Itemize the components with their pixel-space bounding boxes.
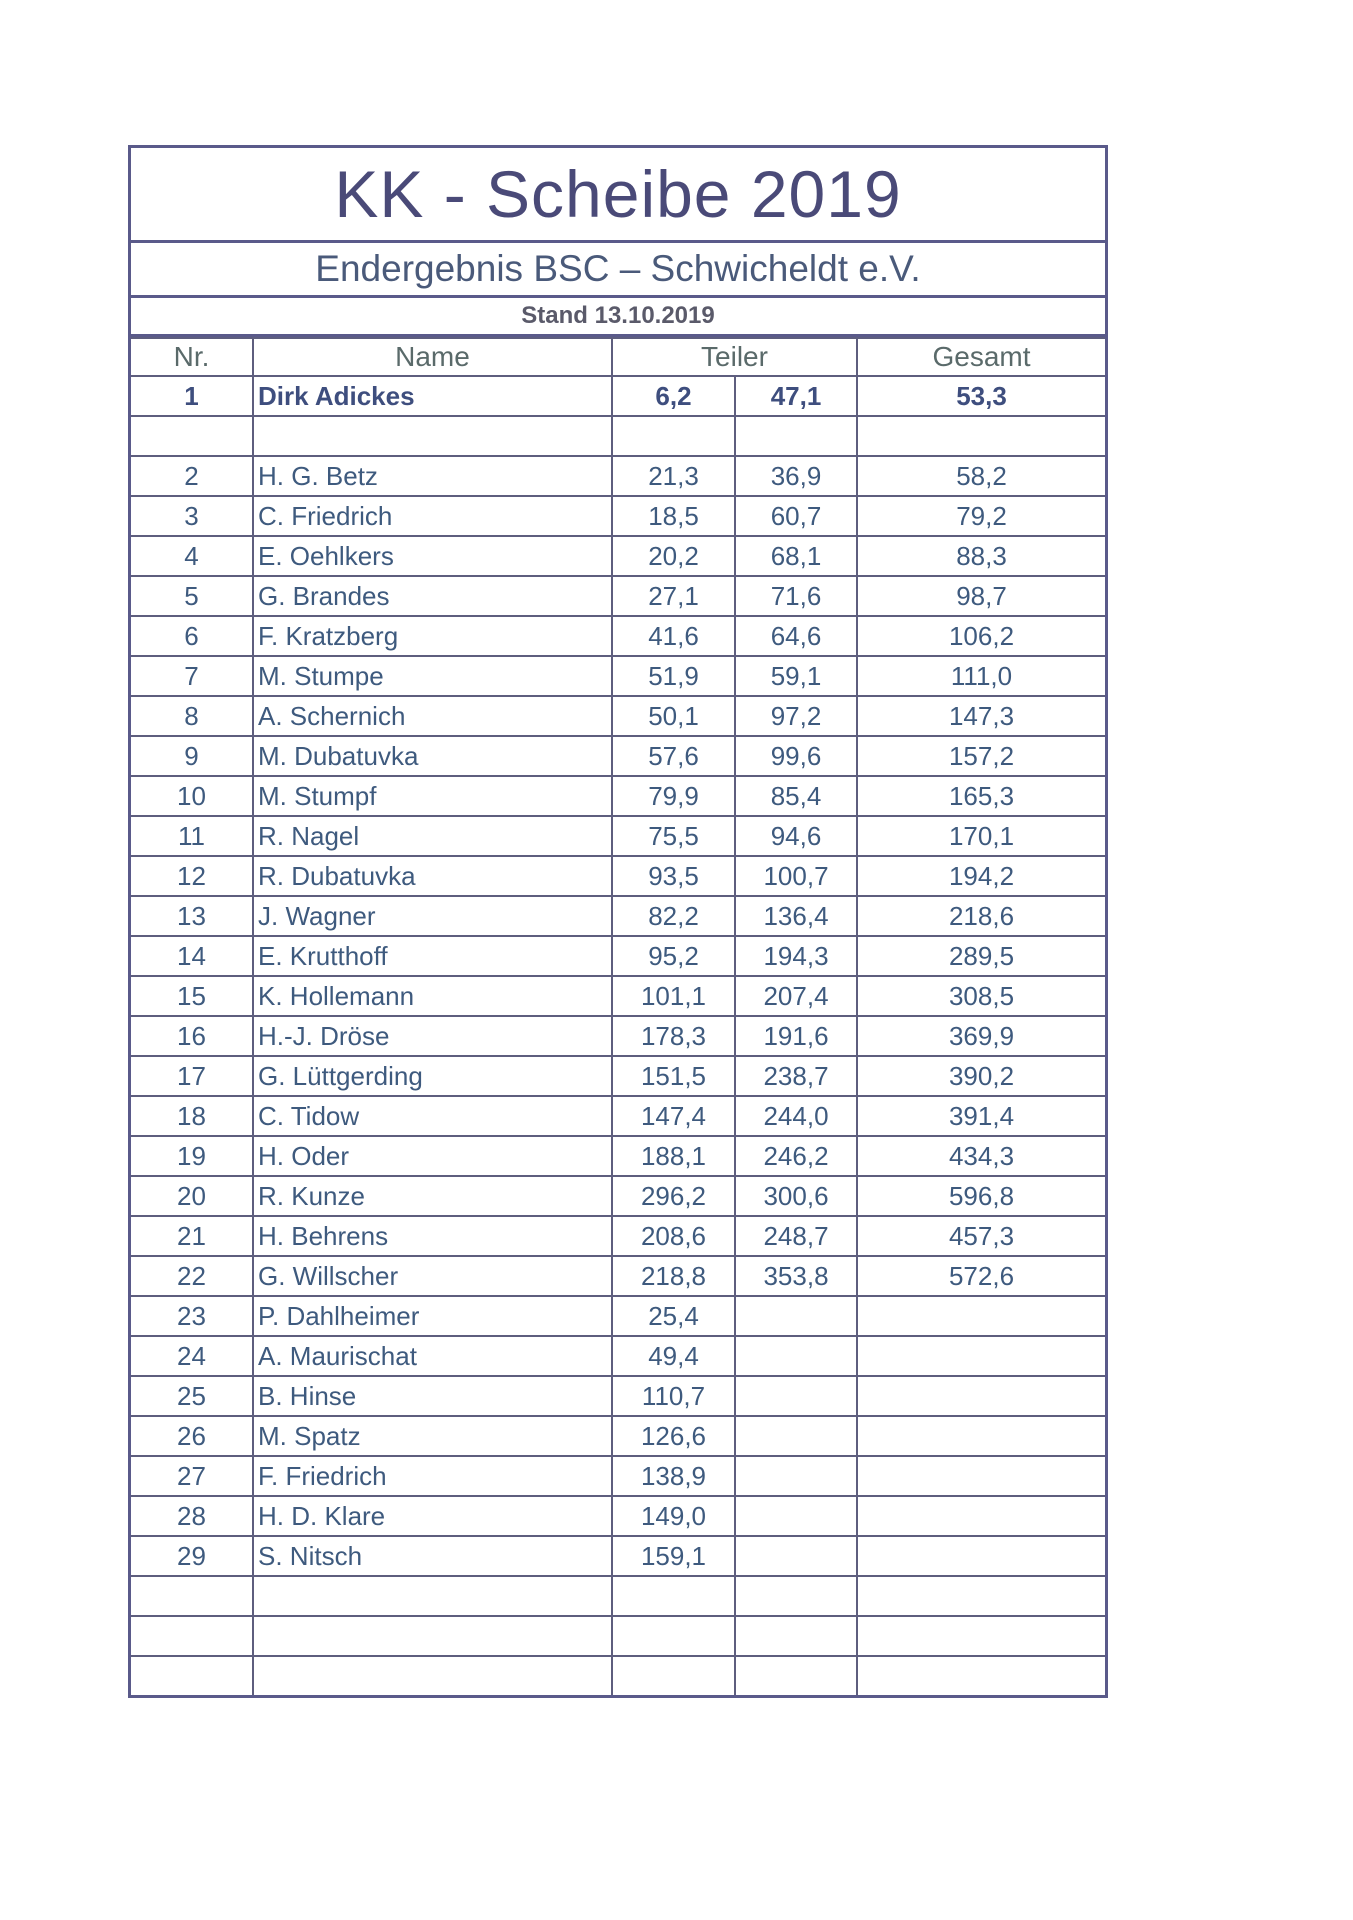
cell-teiler-2	[735, 1656, 857, 1695]
cell-gesamt: 308,5	[857, 976, 1105, 1016]
cell-teiler-2: 191,6	[735, 1016, 857, 1056]
cell-name: B. Hinse	[253, 1376, 612, 1416]
cell-nr: 18	[131, 1096, 253, 1136]
table-row	[131, 936, 1105, 976]
cell-teiler-2: 85,4	[735, 776, 857, 816]
cell-gesamt	[857, 1376, 1105, 1416]
table-row	[131, 1336, 1105, 1376]
cell-teiler-1: 296,2	[612, 1176, 735, 1216]
cell-gesamt: 369,9	[857, 1016, 1105, 1056]
cell-teiler-2	[735, 1296, 857, 1336]
table-row	[131, 1216, 1105, 1256]
table-row	[131, 536, 1105, 576]
cell-name: M. Spatz	[253, 1416, 612, 1456]
cell-teiler-1: 27,1	[612, 576, 735, 616]
cell-teiler-1: 126,6	[612, 1416, 735, 1456]
cell-gesamt: 106,2	[857, 616, 1105, 656]
cell-nr: 8	[131, 696, 253, 736]
table-row	[131, 1176, 1105, 1216]
table-row	[131, 1536, 1105, 1576]
cell-teiler-1: 208,6	[612, 1216, 735, 1256]
cell-nr: 20	[131, 1176, 253, 1216]
results-table	[131, 337, 1105, 1695]
cell-nr: 28	[131, 1496, 253, 1536]
cell-name: H. G. Betz	[253, 456, 612, 496]
cell-teiler-2: 136,4	[735, 896, 857, 936]
cell-gesamt	[857, 1576, 1105, 1616]
cell-nr: 14	[131, 936, 253, 976]
cell-nr: 10	[131, 776, 253, 816]
cell-teiler-1: 95,2	[612, 936, 735, 976]
cell-teiler-2	[735, 1376, 857, 1416]
cell-nr: 4	[131, 536, 253, 576]
cell-teiler-1: 82,2	[612, 896, 735, 936]
cell-name	[253, 1616, 612, 1656]
cell-nr: 26	[131, 1416, 253, 1456]
cell-teiler-2: 47,1	[735, 376, 857, 416]
table-row	[131, 496, 1105, 536]
cell-gesamt	[857, 1416, 1105, 1456]
table-row	[131, 976, 1105, 1016]
cell-gesamt: 147,3	[857, 696, 1105, 736]
cell-teiler-1: 79,9	[612, 776, 735, 816]
cell-teiler-2	[735, 416, 857, 456]
cell-teiler-2	[735, 1576, 857, 1616]
cell-gesamt: 391,4	[857, 1096, 1105, 1136]
cell-name: F. Friedrich	[253, 1456, 612, 1496]
cell-nr: 5	[131, 576, 253, 616]
cell-nr: 3	[131, 496, 253, 536]
cell-name: H. D. Klare	[253, 1496, 612, 1536]
cell-gesamt: 157,2	[857, 736, 1105, 776]
table-row	[131, 816, 1105, 856]
results-table-body	[131, 338, 1105, 1695]
cell-name: H. Behrens	[253, 1216, 612, 1256]
cell-teiler-1: 20,2	[612, 536, 735, 576]
cell-gesamt: 88,3	[857, 536, 1105, 576]
cell-teiler-2: 68,1	[735, 536, 857, 576]
cell-teiler-2: 244,0	[735, 1096, 857, 1136]
cell-nr: 7	[131, 656, 253, 696]
cell-gesamt	[857, 1456, 1105, 1496]
cell-gesamt: 170,1	[857, 816, 1105, 856]
cell-name: M. Stumpe	[253, 656, 612, 696]
cell-name: G. Willscher	[253, 1256, 612, 1296]
table-header-row	[131, 338, 1105, 376]
cell-nr: 11	[131, 816, 253, 856]
cell-name: R. Kunze	[253, 1176, 612, 1216]
cell-gesamt: 289,5	[857, 936, 1105, 976]
cell-nr	[131, 1656, 253, 1695]
cell-teiler-1: 110,7	[612, 1376, 735, 1416]
table-row	[131, 896, 1105, 936]
cell-gesamt: 165,3	[857, 776, 1105, 816]
cell-teiler-1: 41,6	[612, 616, 735, 656]
cell-gesamt: 434,3	[857, 1136, 1105, 1176]
cell-nr: 27	[131, 1456, 253, 1496]
cell-teiler-2	[735, 1456, 857, 1496]
table-row	[131, 1376, 1105, 1416]
cell-gesamt	[857, 1296, 1105, 1336]
cell-nr: 2	[131, 456, 253, 496]
table-row	[131, 696, 1105, 736]
cell-nr: 19	[131, 1136, 253, 1176]
cell-teiler-2	[735, 1496, 857, 1536]
cell-teiler-1: 218,8	[612, 1256, 735, 1296]
table-row	[131, 1616, 1105, 1656]
cell-teiler-2: 194,3	[735, 936, 857, 976]
cell-nr: 29	[131, 1536, 253, 1576]
cell-nr: 15	[131, 976, 253, 1016]
cell-teiler-2: 71,6	[735, 576, 857, 616]
header-gesamt: Gesamt	[857, 338, 1105, 376]
cell-teiler-1: 101,1	[612, 976, 735, 1016]
cell-teiler-1: 149,0	[612, 1496, 735, 1536]
cell-teiler-2: 353,8	[735, 1256, 857, 1296]
cell-name: P. Dahlheimer	[253, 1296, 612, 1336]
cell-gesamt: 111,0	[857, 656, 1105, 696]
cell-name: M. Stumpf	[253, 776, 612, 816]
cell-name: H.-J. Dröse	[253, 1016, 612, 1056]
table-row	[131, 416, 1105, 456]
cell-gesamt: 79,2	[857, 496, 1105, 536]
cell-nr: 23	[131, 1296, 253, 1336]
table-row	[131, 656, 1105, 696]
cell-teiler-2: 60,7	[735, 496, 857, 536]
cell-gesamt	[857, 1536, 1105, 1576]
cell-name: R. Dubatuvka	[253, 856, 612, 896]
cell-nr	[131, 1576, 253, 1616]
cell-nr: 24	[131, 1336, 253, 1376]
cell-gesamt: 572,6	[857, 1256, 1105, 1296]
header-nr: Nr.	[131, 338, 253, 376]
cell-teiler-2: 59,1	[735, 656, 857, 696]
cell-teiler-2: 94,6	[735, 816, 857, 856]
date-stand: Stand 13.10.2019	[131, 298, 1105, 337]
table-row	[131, 616, 1105, 656]
cell-name: G. Lüttgerding	[253, 1056, 612, 1096]
cell-gesamt: 457,3	[857, 1216, 1105, 1256]
cell-teiler-1: 188,1	[612, 1136, 735, 1176]
cell-name: C. Friedrich	[253, 496, 612, 536]
cell-nr: 17	[131, 1056, 253, 1096]
cell-nr: 25	[131, 1376, 253, 1416]
cell-name: R. Nagel	[253, 816, 612, 856]
cell-gesamt: 58,2	[857, 456, 1105, 496]
cell-teiler-1: 75,5	[612, 816, 735, 856]
cell-name: Dirk Adickes	[253, 376, 612, 416]
cell-teiler-2	[735, 1416, 857, 1456]
table-row	[131, 856, 1105, 896]
cell-name: E. Oehlkers	[253, 536, 612, 576]
cell-name: C. Tidow	[253, 1096, 612, 1136]
cell-teiler-1	[612, 1576, 735, 1616]
cell-name: K. Hollemann	[253, 976, 612, 1016]
cell-name: M. Dubatuvka	[253, 736, 612, 776]
cell-teiler-1: 151,5	[612, 1056, 735, 1096]
cell-teiler-2: 207,4	[735, 976, 857, 1016]
cell-teiler-1: 49,4	[612, 1336, 735, 1376]
cell-gesamt: 596,8	[857, 1176, 1105, 1216]
cell-teiler-1	[612, 1616, 735, 1656]
cell-teiler-2	[735, 1536, 857, 1576]
cell-name: E. Krutthoff	[253, 936, 612, 976]
table-row	[131, 1576, 1105, 1616]
cell-teiler-1	[612, 1656, 735, 1695]
cell-teiler-1: 51,9	[612, 656, 735, 696]
cell-gesamt: 390,2	[857, 1056, 1105, 1096]
table-row	[131, 376, 1105, 416]
cell-nr: 16	[131, 1016, 253, 1056]
cell-teiler-2	[735, 1616, 857, 1656]
table-row	[131, 1656, 1105, 1695]
cell-nr: 12	[131, 856, 253, 896]
table-row	[131, 1016, 1105, 1056]
cell-gesamt: 194,2	[857, 856, 1105, 896]
cell-name: A. Schernich	[253, 696, 612, 736]
cell-teiler-1: 178,3	[612, 1016, 735, 1056]
table-row	[131, 736, 1105, 776]
cell-teiler-1: 21,3	[612, 456, 735, 496]
cell-teiler-2: 36,9	[735, 456, 857, 496]
cell-teiler-2: 99,6	[735, 736, 857, 776]
cell-teiler-1: 93,5	[612, 856, 735, 896]
cell-teiler-1: 159,1	[612, 1536, 735, 1576]
cell-gesamt	[857, 1656, 1105, 1695]
cell-teiler-1: 50,1	[612, 696, 735, 736]
cell-gesamt	[857, 1616, 1105, 1656]
cell-name: A. Maurischat	[253, 1336, 612, 1376]
table-row	[131, 576, 1105, 616]
cell-nr: 13	[131, 896, 253, 936]
cell-teiler-1: 57,6	[612, 736, 735, 776]
table-row	[131, 1296, 1105, 1336]
cell-teiler-2: 100,7	[735, 856, 857, 896]
cell-name: F. Kratzberg	[253, 616, 612, 656]
cell-gesamt: 218,6	[857, 896, 1105, 936]
cell-name	[253, 416, 612, 456]
cell-nr: 21	[131, 1216, 253, 1256]
cell-nr	[131, 1616, 253, 1656]
cell-gesamt: 98,7	[857, 576, 1105, 616]
cell-gesamt: 53,3	[857, 376, 1105, 416]
cell-nr: 9	[131, 736, 253, 776]
table-row	[131, 1496, 1105, 1536]
cell-teiler-2: 248,7	[735, 1216, 857, 1256]
page-subtitle: Endergebnis BSC – Schwicheldt e.V.	[131, 243, 1105, 298]
cell-nr	[131, 416, 253, 456]
cell-teiler-1: 147,4	[612, 1096, 735, 1136]
cell-teiler-2: 238,7	[735, 1056, 857, 1096]
cell-name: G. Brandes	[253, 576, 612, 616]
cell-nr: 6	[131, 616, 253, 656]
header-name: Name	[253, 338, 612, 376]
page-title: KK - Scheibe 2019	[131, 148, 1105, 243]
cell-name: S. Nitsch	[253, 1536, 612, 1576]
table-row	[131, 1136, 1105, 1176]
cell-teiler-1: 18,5	[612, 496, 735, 536]
cell-nr: 1	[131, 376, 253, 416]
cell-teiler-2: 300,6	[735, 1176, 857, 1216]
cell-name	[253, 1576, 612, 1616]
cell-name	[253, 1656, 612, 1695]
cell-teiler-1: 138,9	[612, 1456, 735, 1496]
cell-gesamt	[857, 1336, 1105, 1376]
cell-teiler-2: 64,6	[735, 616, 857, 656]
cell-gesamt	[857, 416, 1105, 456]
table-row	[131, 1056, 1105, 1096]
cell-teiler-1: 6,2	[612, 376, 735, 416]
table-row	[131, 1416, 1105, 1456]
cell-name: H. Oder	[253, 1136, 612, 1176]
header-teiler: Teiler	[612, 338, 857, 376]
table-row	[131, 1096, 1105, 1136]
cell-teiler-1	[612, 416, 735, 456]
table-row	[131, 1256, 1105, 1296]
cell-gesamt	[857, 1496, 1105, 1536]
table-row	[131, 456, 1105, 496]
cell-name: J. Wagner	[253, 896, 612, 936]
cell-nr: 22	[131, 1256, 253, 1296]
table-row	[131, 776, 1105, 816]
cell-teiler-1: 25,4	[612, 1296, 735, 1336]
cell-teiler-2: 97,2	[735, 696, 857, 736]
results-sheet	[128, 145, 1108, 1698]
cell-teiler-2	[735, 1336, 857, 1376]
table-row	[131, 1456, 1105, 1496]
cell-teiler-2: 246,2	[735, 1136, 857, 1176]
